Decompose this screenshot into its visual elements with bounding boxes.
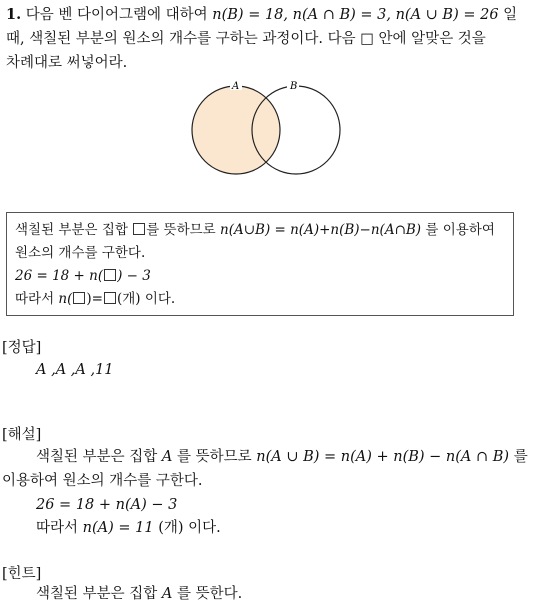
process-line-2: 원소의 개수를 구한다.	[15, 245, 146, 261]
problem-line-3: 차례대로 써넣어라.	[6, 55, 128, 71]
problem-number: 1.	[6, 6, 22, 23]
explanation-line-1-math: n(A ∪ B) = n(A) + n(B) − n(A ∩ B)	[256, 449, 510, 465]
process-line-1	[15, 219, 505, 242]
process-line-1-b: 를 뜻하므로	[146, 222, 220, 238]
explanation-line-1-a: 색칠된 부분은 집합	[36, 449, 162, 465]
venn-label-a: A	[232, 81, 240, 92]
problem-line-1	[6, 3, 530, 27]
blank-box-1[interactable]	[133, 223, 145, 235]
hint-title: [힌트]	[2, 566, 42, 582]
problem-statement	[6, 3, 530, 75]
venn-diagram	[190, 80, 350, 180]
explanation-line-1-b: 를 뜻하므로	[172, 449, 257, 465]
process-line-4-a: 따라서	[15, 291, 59, 307]
process-line-3-b: ) − 3	[117, 268, 151, 284]
explanation-line-4	[36, 516, 221, 540]
venn-label-b: B	[290, 81, 298, 92]
process-line-4	[15, 288, 505, 311]
problem-line-2: 때, 색칠된 부분의 원소의 개수를 구하는 과정이다. 다음 □ 안에 알맞은 것을	[6, 31, 486, 47]
explanation-title: [해설]	[2, 427, 42, 443]
blank-box-3[interactable]	[73, 292, 85, 304]
hint-line	[36, 582, 242, 606]
explanation-line-1	[36, 445, 528, 469]
hint-line-var: A	[161, 586, 173, 602]
problem-line-1-math: n(B) = 18, n(A ∩ B) = 3, n(A ∪ B) = 26	[212, 7, 499, 23]
process-line-4-b: )=	[86, 291, 103, 307]
explanation-line-3: 26 = 18 + n(A) − 3	[36, 497, 178, 513]
explanation-line-1-var: A	[161, 449, 173, 465]
answer-value: A ,A ,A ,11	[36, 362, 114, 378]
process-line-3-a: 26 = 18 + n(	[15, 268, 104, 284]
hint-line-a: 색칠된 부분은 집합	[36, 586, 162, 602]
blank-box-4[interactable]	[104, 292, 116, 304]
process-line-4-math: n(	[58, 291, 73, 307]
process-line-4-c: (개) 이다.	[116, 291, 176, 307]
explanation-line-4-math: n(A) = 11	[82, 520, 154, 536]
process-line-1-c: 를 이용하여	[421, 222, 495, 238]
process-line-3	[15, 265, 505, 288]
process-line-1-a: 색칠된 부분은 집합	[15, 222, 133, 238]
explanation-line-1-c: 를	[509, 449, 528, 465]
blank-box-2[interactable]	[104, 269, 116, 281]
problem-line-1-prefix: 다음 벤 다이어그램에 대하여	[25, 7, 213, 23]
explanation-line-4-b: (개) 이다.	[153, 520, 221, 536]
process-box	[6, 212, 514, 316]
explanation-line-2: 이용하여 원소의 개수를 구한다.	[2, 473, 203, 489]
answer-title: [정답]	[2, 340, 42, 356]
explanation-line-4-a: 따라서	[36, 520, 83, 536]
problem-line-1-suffix: 일	[498, 7, 518, 23]
hint-line-b: 를 뜻한다.	[172, 586, 243, 602]
process-line-1-math: n(A∪B) = n(A)+n(B)−n(A∩B)	[220, 222, 422, 238]
